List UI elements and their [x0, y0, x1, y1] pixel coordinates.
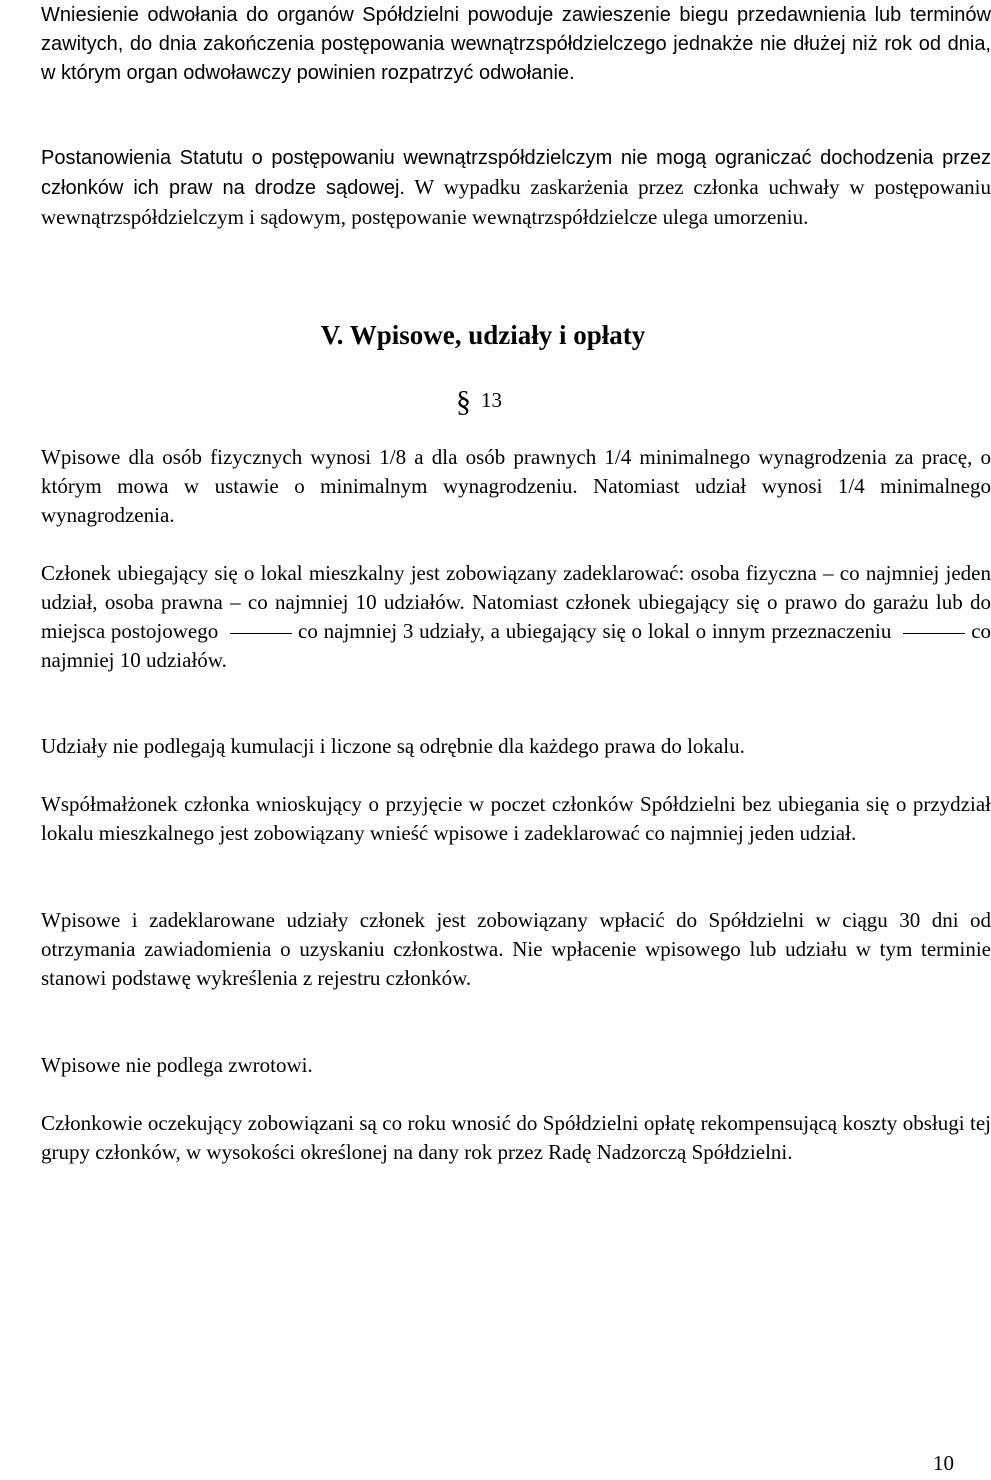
list-item-3 — [6, 732, 991, 761]
item-text: co najmniej 10 udziałów. — [41, 619, 991, 672]
section-number — [456, 381, 502, 418]
item-number — [6, 443, 41, 472]
paragraph-number — [6, 143, 41, 172]
section-number-value: 13 — [481, 388, 502, 412]
paragraph-text: W wypadku zaskarżenia przez członka uchwały w postępowaniu wewnątrzspółdzielczym i sądowym, postępowanie wewnątrzspółdzielcze ulega umorzeniu. — [41, 175, 991, 229]
list-item-5 — [6, 906, 991, 993]
item-number — [6, 906, 41, 935]
list-item-4 — [6, 790, 991, 848]
item-text: Wpisowe dla osób fizycznych wynosi 1/8 a dla osób prawnych 1/4 minimalnego wynagrodzenia za pracę, o którym mowa w ustawie o minimalnym wynagrodzeniu. Natomiast udział wynosi 1/4 minimalnego wynagrodzenia. — [41, 445, 991, 527]
item-number — [6, 1051, 41, 1080]
item-text: Członkowie oczekujący zobowiązani są co roku wnosić do Spółdzielni opłatę rekompensującą koszty obsługi tej grupy członków, w wysokości określonej na dany rok przez Radę Nadzorczą Spółdzielni. — [41, 1111, 991, 1164]
paragraph-text: Wniesienie odwołania do organów Spółdzielni powoduje zawieszenie biegu przedawnienia lub terminów zawitych, do dnia zakończenia postępowania wewnątrzspółdzielczego jednakże nie dłużej niż rok od dnia, w którym organ odwoławczy powinien rozpatrzyć odwołanie. — [41, 4, 991, 84]
item-text: Wpisowe i zadeklarowane udziały członek jest zobowiązany wpłacić do Spółdzielni w ciągu 30 dni od otrzymania zawiadomienia o uzyskaniu członkostwa. Nie wpłacenie wpisowego lub udziału w tym terminie stanowi podstawę wykreślenia z rejestru członków. — [41, 908, 991, 990]
item-text: Współmałżonek członka wnioskujący o przyjęcie w poczet członków Spółdzielni bez ubiegania się o przydział lokalu mieszkalnego jest zobowiązany wnieść wpisowe i zadeklarować co najmniej jeden udział. — [41, 792, 991, 845]
item-text: Członek ubiegający się o lokal mieszkalny jest zobowiązany zadeklarować: osoba fizyczna – co najmniej jeden udział, osoba prawna – co najmniej 10 udziałów. Natomiast członek ubiegający się o prawo do garażu lub do miejsca postojowego — [41, 561, 991, 643]
item-number — [6, 1109, 41, 1138]
item-text: co najmniej 3 udziały, a ubiegający się o lokal o innym przeznaczeniu — [298, 619, 892, 643]
em-dash-rule — [230, 633, 292, 634]
paragraph-number — [6, 0, 41, 29]
paragraph-11 — [6, 0, 991, 88]
item-text: Wpisowe nie podlega zwrotowi. — [41, 1053, 313, 1077]
item-number — [6, 790, 41, 819]
item-text: Udziały nie podlegają kumulacji i liczone są odrębnie dla każdego prawa do lokalu. — [41, 734, 745, 758]
item-number — [6, 732, 41, 761]
em-dash-rule — [903, 633, 965, 634]
list-item-1 — [6, 443, 991, 530]
section-heading: V. Wpisowe, udziały i opłaty — [320, 320, 646, 350]
list-item-2 — [6, 559, 991, 675]
paragraph-12 — [6, 143, 991, 232]
list-item-6 — [6, 1051, 991, 1080]
item-number — [6, 559, 41, 588]
section-symbol: § — [456, 385, 471, 418]
list-item-7 — [6, 1109, 991, 1167]
paragraph-text: Postanowienia Statutu o postępowaniu wewnątrzspółdzielczym nie mogą ograniczać dochodzenia przez członków ich praw na drodze sądowej. — [41, 147, 991, 199]
page-number: 10 — [933, 1451, 954, 1475]
